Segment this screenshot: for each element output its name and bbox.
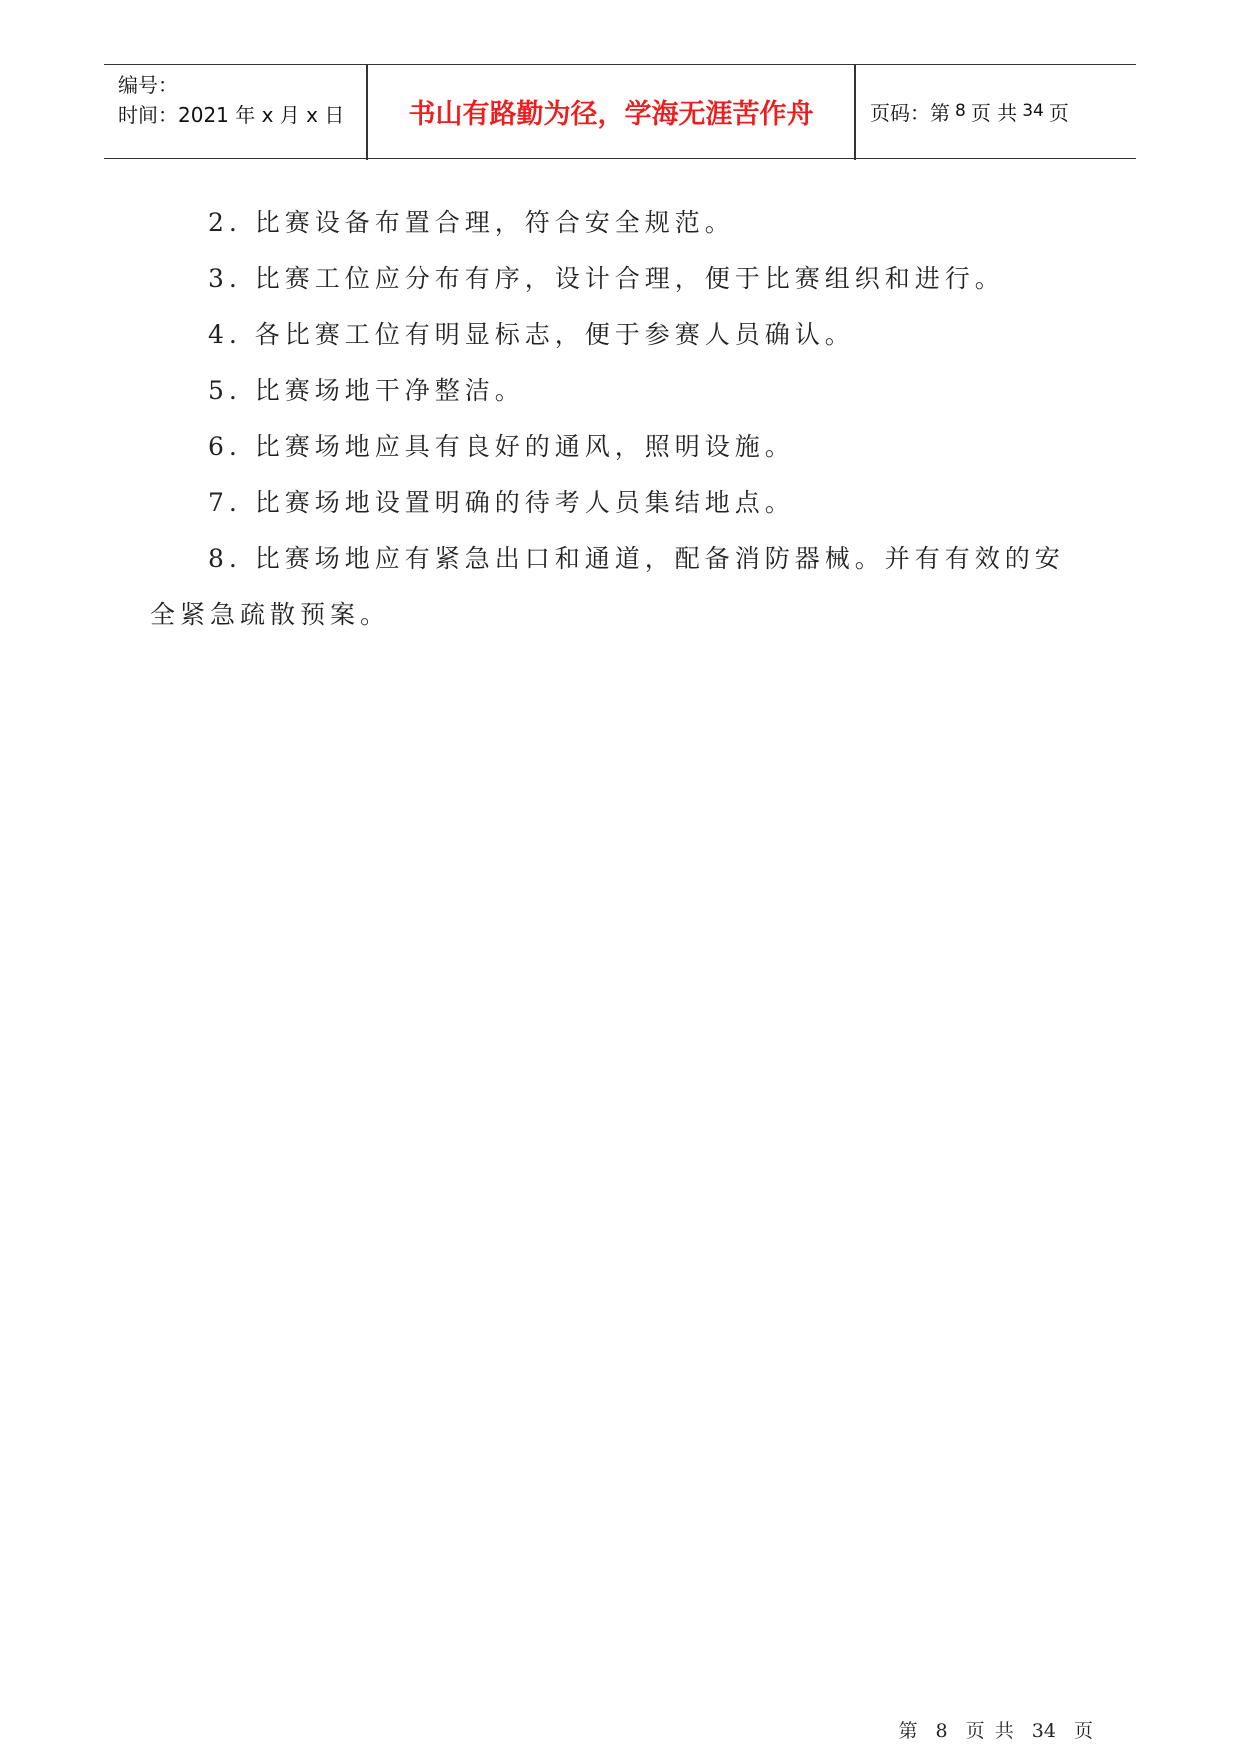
footer-page-prefix: 第 <box>898 1720 918 1742</box>
page-header <box>104 64 1136 159</box>
footer-page-total: 34 <box>1031 1720 1056 1742</box>
paragraph-item: 7. 比赛场地设置明确的待考人员集结地点。 <box>208 488 795 517</box>
header-divider-right <box>854 65 856 160</box>
header-page-suffix: 页 <box>1048 100 1069 125</box>
header-page-mid: 页 共 <box>970 100 1018 125</box>
header-page-prefix: 页码：第 <box>870 100 950 125</box>
footer-page-suffix: 页 <box>1073 1720 1093 1742</box>
document-number-label: 编号： <box>118 73 178 97</box>
header-page-info <box>870 65 1069 157</box>
paragraph-item: 2. 比赛设备布置合理，符合安全规范。 <box>208 208 735 237</box>
header-meta <box>118 70 344 130</box>
header-motto: 书山有路勤为径，学海无涯苦作舟 <box>408 98 814 130</box>
document-body <box>150 195 1090 643</box>
paragraph-item: 4. 各比赛工位有明显标志，便于参赛人员确认。 <box>208 320 855 349</box>
paragraph-item: 6. 比赛场地应具有良好的通风，照明设施。 <box>208 432 795 461</box>
page-footer <box>894 1716 1097 1743</box>
paragraph-item: 8. 比赛场地应有紧急出口和通道，配备消防器械。并有有效的安全紧急疏散预案。 <box>150 544 1065 629</box>
paragraph-item: 5. 比赛场地干净整洁。 <box>208 376 525 405</box>
header-page-total: 34 <box>1022 101 1044 121</box>
footer-page-mid: 页 共 <box>965 1720 1014 1742</box>
header-page-current: 8 <box>955 101 966 121</box>
paragraph-item: 3. 比赛工位应分布有序，设计合理，便于比赛组织和进行。 <box>208 264 1005 293</box>
footer-page-current: 8 <box>935 1720 948 1742</box>
document-date: 时间：2021 年 x 月 x 日 <box>118 103 345 127</box>
